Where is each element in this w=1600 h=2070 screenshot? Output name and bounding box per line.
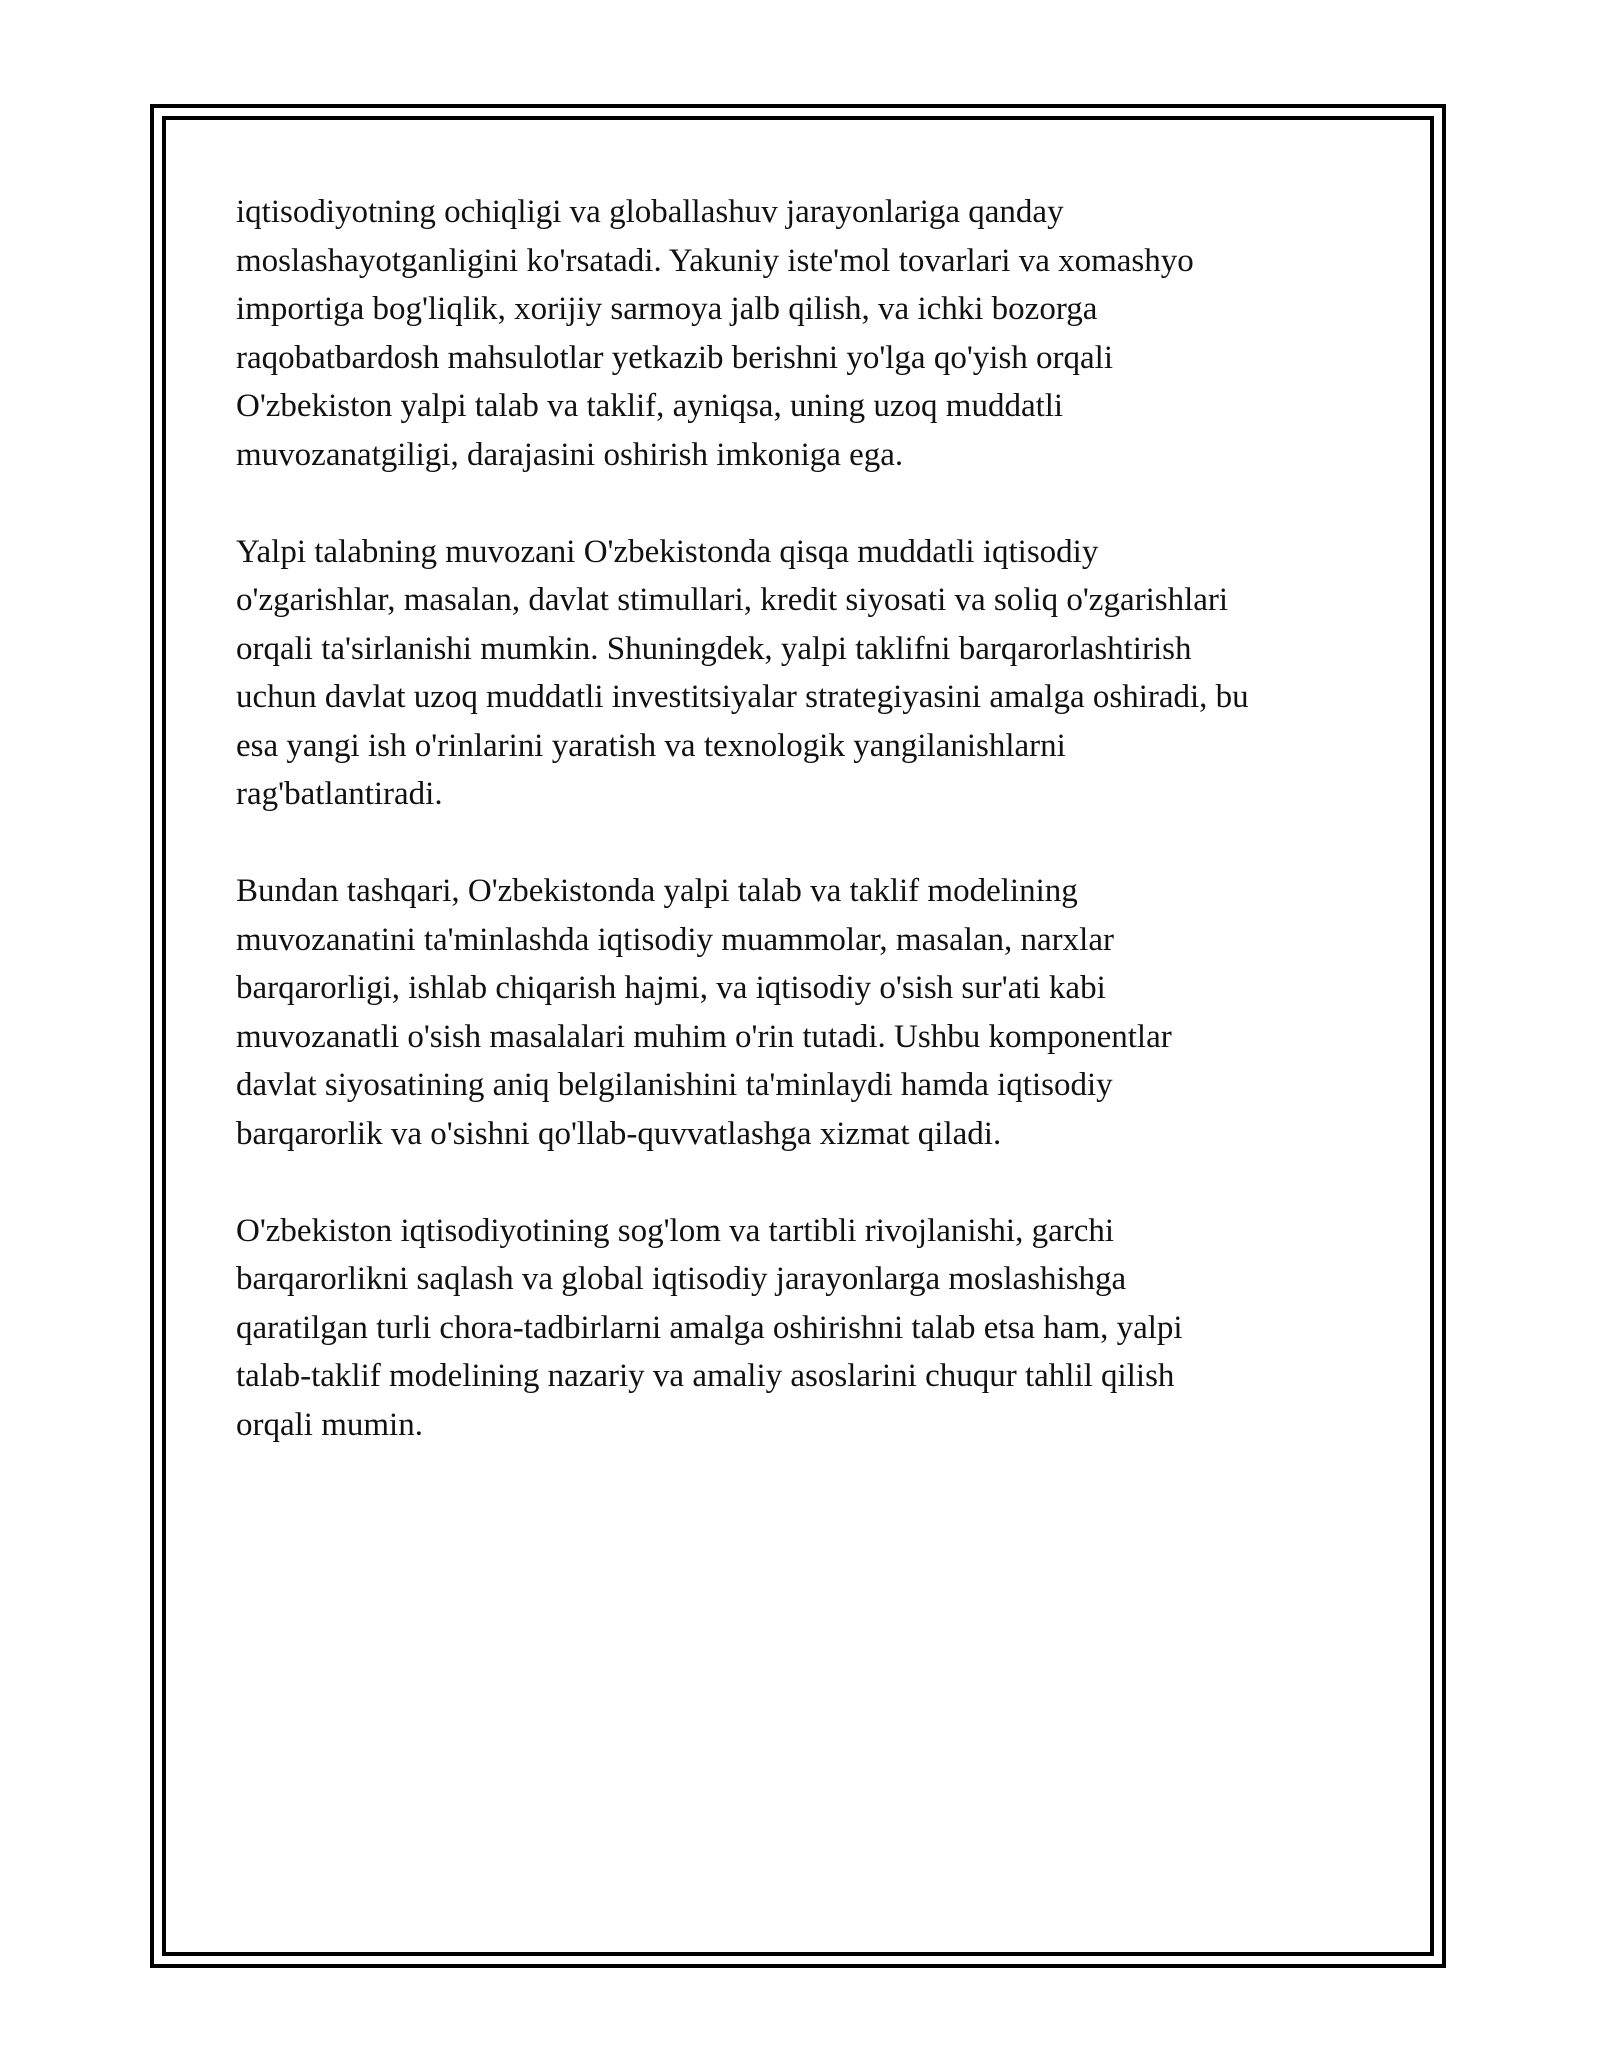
text-line: o'zgarishlar, masalan, davlat stimullari, kredit siyosati va soliq o'zgarishlari (236, 582, 1229, 618)
text-line: Bundan tashqari, O'zbekistonda yalpi talab va taklif modelining (236, 873, 1078, 909)
paragraph-2 (236, 528, 1386, 819)
text-line: O'zbekiston yalpi talab va taklif, ayniqsa, uning uzoq muddatli (236, 388, 1064, 424)
text-line: rag'batlantiradi. (236, 776, 443, 812)
text-line: barqarorlikni saqlash va global iqtisodiy jarayonlarga moslashishga (236, 1261, 1127, 1297)
text-line: barqarorlik va o'sishni qo'llab-quvvatlashga xizmat qiladi. (236, 1115, 1002, 1152)
text-line: qaratilgan turli chora-tadbirlarni amalga oshirishni talab etsa ham, yalpi (236, 1309, 1183, 1346)
paragraph-1 (236, 188, 1386, 479)
text-line: moslashayotganligini ko'rsatadi. Yakuniy iste'mol tovarlari va xomashyo (236, 242, 1194, 279)
text-line: davlat siyosatining aniq belgilanishini ta'minlaydi hamda iqtisodiy (236, 1067, 1113, 1103)
paragraph-3 (236, 867, 1386, 1158)
text-line: iqtisodiyotning ochiqligi va globallashuv jarayonlariga qanday (236, 194, 1064, 230)
text-line: raqobatbardosh mahsulotlar yetkazib berishni yo'lga qo'yish orqali (236, 339, 1114, 376)
text-line: talab-taklif modelining nazariy va amaliy asoslarini chuqur tahlil qilish (236, 1358, 1175, 1394)
text-line: orqali ta'sirlanishi mumkin. Shuningdek, yalpi taklifni barqarorlashtirish (236, 630, 1192, 667)
document-body (236, 188, 1386, 1498)
text-line: muvozanatgiligi, darajasini oshirish imkoniga ega. (236, 436, 904, 473)
text-line: Yalpi talabning muvozani O'zbekistonda qisqa muddatli iqtisodiy (236, 533, 1099, 570)
text-line: esa yangi ish o'rinlarini yaratish va texnologik yangilanishlarni (236, 727, 1066, 764)
text-line: orqali mumin. (236, 1406, 423, 1443)
paragraph-4 (236, 1207, 1386, 1450)
text-line: O'zbekiston iqtisodiyotining sog'lom va tartibli rivojlanishi, garchi (236, 1212, 1115, 1249)
text-line: barqarorligi, ishlab chiqarish hajmi, va iqtisodiy o'sish sur'ati kabi (236, 970, 1106, 1006)
text-line: muvozanatini ta'minlashda iqtisodiy muammolar, masalan, narxlar (236, 921, 1114, 958)
text-line: uchun davlat uzoq muddatli investitsiyalar strategiyasini amalga oshiradi, bu (236, 679, 1249, 715)
text-line: muvozanatli o'sish masalalari muhim o'rin tutadi. Ushbu komponentlar (236, 1018, 1172, 1055)
text-line: importiga bog'liqlik, xorijiy sarmoya jalb qilish, va ichki bozorga (236, 291, 1098, 327)
